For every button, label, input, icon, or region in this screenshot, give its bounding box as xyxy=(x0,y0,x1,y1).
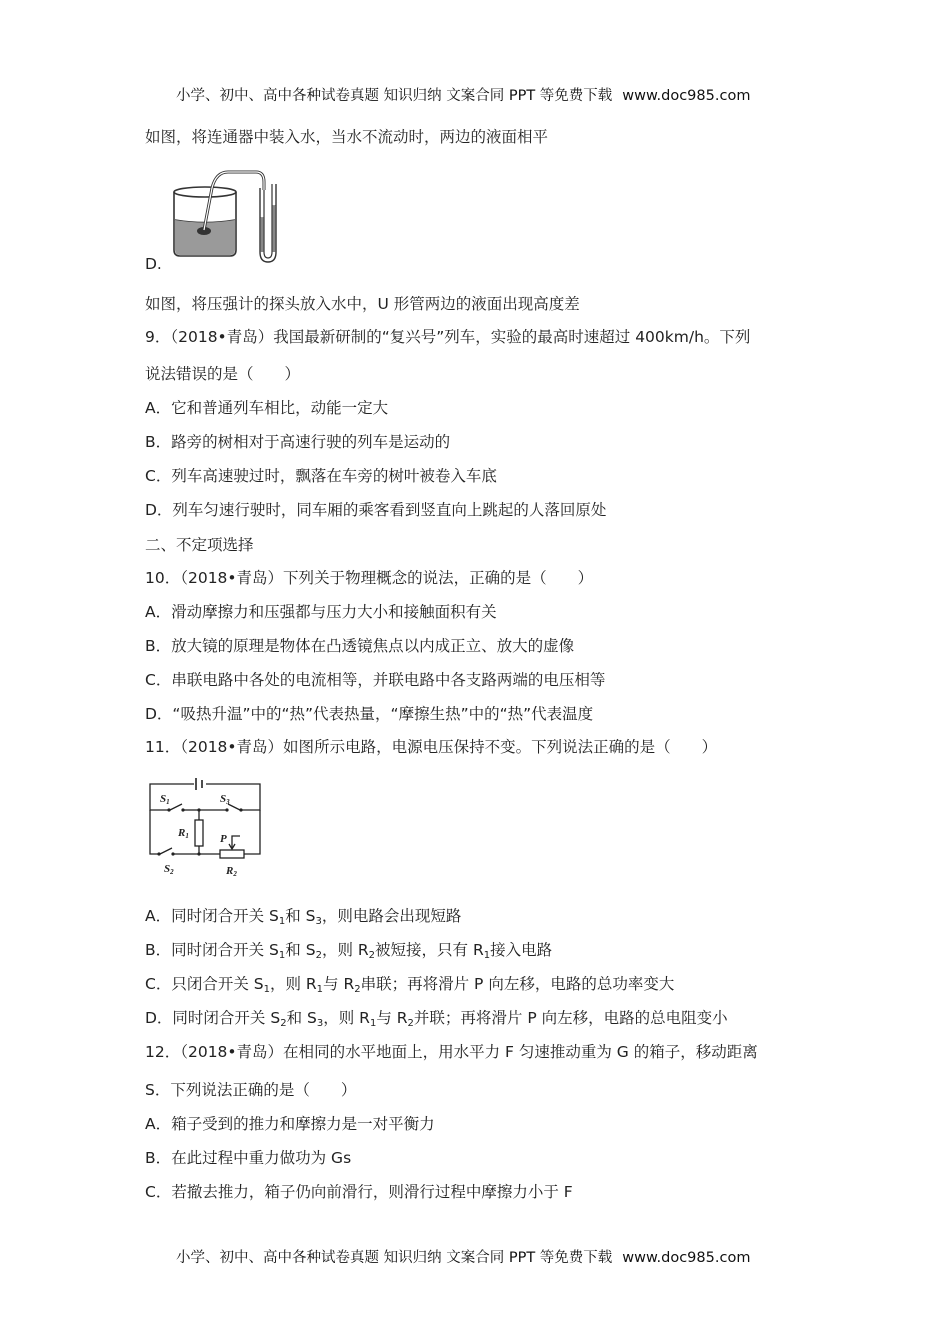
q12-stem-line1: 12．（2018•青岛）在相同的水平地面上，用水平力 F 匀速推动重为 G 的箱子，移动距离 xyxy=(145,1043,758,1061)
q12-option-b: B．在此过程中重力做功为 Gs xyxy=(145,1149,352,1167)
switch-s1-label: S1 xyxy=(160,793,170,806)
q8-option-d-label: D. xyxy=(145,255,162,273)
q9-option-c: C．列车高速驶过时，飘落在车旁的树叶被卷入车底 xyxy=(145,467,497,485)
q12-option-a: A．箱子受到的推力和摩擦力是一对平衡力 xyxy=(145,1115,435,1133)
page-footer xyxy=(176,1246,750,1267)
q9-stem-line1: 9．（2018•青岛）我国最新研制的“复兴号”列车，实验的最高时速超过 400km/h。下列 xyxy=(145,328,751,346)
q10-option-b: B．放大镜的原理是物体在凸透镜焦点以内成正立、放大的虚像 xyxy=(145,637,575,655)
q11-stem: 11．（2018•青岛）如图所示电路，电源电压保持不变。下列说法正确的是（ ） xyxy=(145,738,718,756)
q10-stem: 10．（2018•青岛）下列关于物理概念的说法，正确的是（ ） xyxy=(145,569,594,587)
section-heading: 二、不定项选择 xyxy=(145,536,254,554)
q12-stem-line2: S．下列说法正确的是（ ） xyxy=(145,1081,357,1099)
footer-url[interactable]: www.doc985.com xyxy=(622,1250,751,1266)
header-url[interactable]: www.doc985.com xyxy=(622,88,751,104)
q9-option-b: B．路旁的树相对于高速行驶的列车是运动的 xyxy=(145,433,451,451)
q8-option-c-description: 如图，将连通器中装入水，当水不流动时，两边的液面相平 xyxy=(145,128,549,146)
q9-option-a: A．它和普通列车相比，动能一定大 xyxy=(145,399,389,417)
q10-option-c: C．串联电路中各处的电流相等，并联电路中各支路两端的电压相等 xyxy=(145,671,606,689)
switch-s3-label: S3 xyxy=(220,793,230,806)
page-header xyxy=(176,84,750,105)
q10-option-d: D．“吸热升温”中的“热”代表热量，“摩擦生热”中的“热”代表温度 xyxy=(145,705,594,723)
circuit-diagram xyxy=(144,768,270,886)
pressure-gauge-figure xyxy=(168,168,280,266)
q11-option-b: B．同时闭合开关 $S_1$和 $S_2$，则 $R_2$被短接，只有 $R_1$接入电路 xyxy=(145,941,553,961)
rheostat-r2-label: R2 xyxy=(226,865,237,878)
q11-option-a: A．同时闭合开关 $S_1$和 $S_3$，则电路会出现短路 xyxy=(145,907,462,927)
q10-option-a: A．滑动摩擦力和压强都与压力大小和接触面积有关 xyxy=(145,603,497,621)
q9-stem-line2: 说法错误的是（ ） xyxy=(145,365,301,383)
switch-s2-label: S2 xyxy=(164,863,174,876)
footer-text: 小学、初中、高中各种试卷真题 知识归纳 文案合同 PPT 等免费下载 xyxy=(176,1250,613,1266)
q8-option-d-description: 如图，将压强计的探头放入水中，U 形管两边的液面出现高度差 xyxy=(145,295,580,313)
resistor-r1-label: R1 xyxy=(178,827,189,840)
q9-option-d: D．列车匀速行驶时，同车厢的乘客看到竖直向上跳起的人落回原处 xyxy=(145,501,607,519)
q12-option-c: C．若撤去推力，箱子仍向前滑行，则滑行过程中摩擦力小于 F xyxy=(145,1183,573,1201)
header-text: 小学、初中、高中各种试卷真题 知识归纳 文案合同 PPT 等免费下载 xyxy=(176,88,613,104)
q11-option-c: C．只闭合开关 $S_1$，则 $R_1$与 $R_2$串联；再将滑片 P 向左移，电路的总功率变大 xyxy=(145,975,675,995)
slider-p-label: P xyxy=(220,833,227,845)
q11-option-d: D．同时闭合开关 $S_2$和 $S_3$，则 $R_1$与 $R_2$并联；再将滑片 P 向左移，电路的总电阻变小 xyxy=(145,1009,728,1029)
